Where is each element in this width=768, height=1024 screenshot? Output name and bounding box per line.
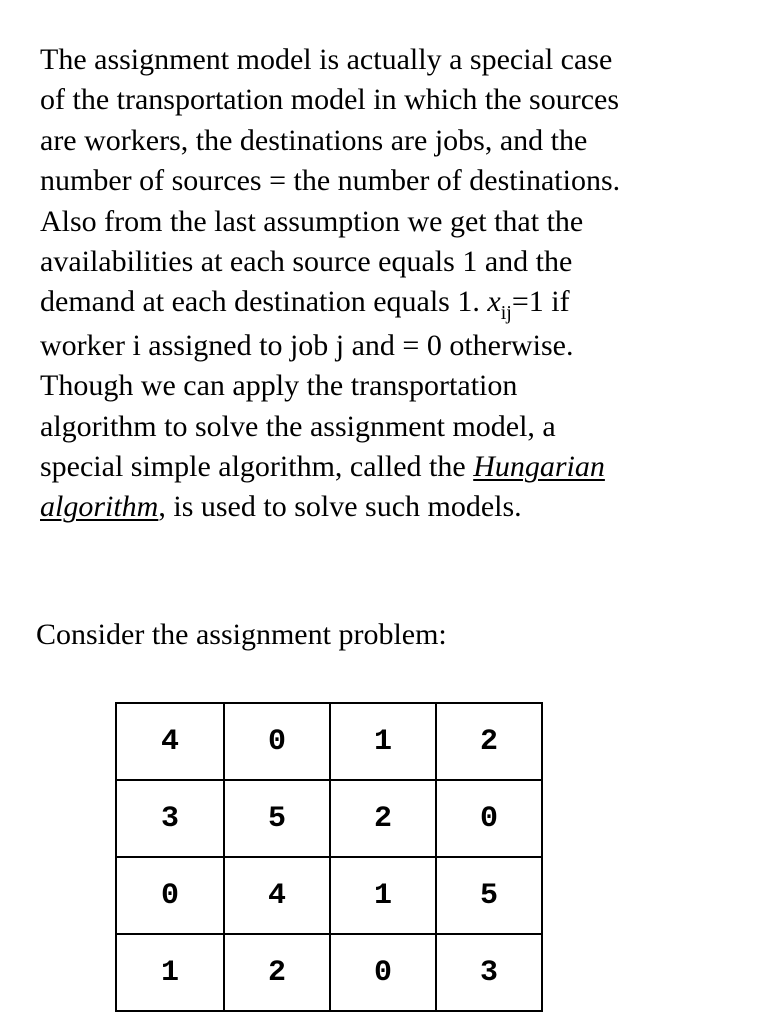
matrix-cell: 4 — [224, 857, 330, 934]
matrix-cell: 5 — [224, 780, 330, 857]
matrix-row — [116, 934, 542, 1011]
matrix-cell: 0 — [224, 703, 330, 780]
matrix-cell: 4 — [116, 703, 224, 780]
paragraph-text: special simple algorithm, called the — [40, 450, 474, 484]
paragraph-line-with-link — [40, 487, 740, 527]
matrix-cell: 1 — [116, 934, 224, 1011]
paragraph-line: The assignment model is actually a special case — [40, 43, 613, 76]
matrix-cell: 5 — [436, 857, 542, 934]
matrix-cell: 1 — [330, 857, 436, 934]
paragraph-line: number of sources = the number of destinations. — [40, 164, 621, 198]
hungarian-algorithm-link[interactable]: Hungarian — [473, 450, 605, 484]
paragraph-line: worker i assigned to job j and = 0 otherwise. — [40, 328, 574, 362]
paragraph-text: demand at each destination equals 1. — [40, 285, 488, 319]
paragraph-line: are workers, the destinations are jobs, and the — [40, 123, 588, 157]
variable-subscript: ij — [500, 302, 512, 325]
matrix-cell: 0 — [116, 857, 224, 934]
paragraph-line-with-link — [40, 447, 740, 487]
paragraph-text: , is used to solve such models. — [158, 490, 522, 524]
paragraph-line-with-variable — [40, 282, 740, 325]
matrix-cell: 2 — [224, 934, 330, 1011]
assignment-matrix — [115, 702, 543, 1012]
paragraph-text: =1 if — [511, 285, 570, 319]
consider-heading: Consider the assignment problem: — [36, 618, 447, 651]
variable-x: x — [487, 285, 501, 319]
paragraph-line: Also from the last assumption we get that the — [40, 204, 584, 238]
matrix-row — [116, 857, 542, 934]
matrix-cell: 3 — [116, 780, 224, 857]
matrix-cell: 2 — [330, 780, 436, 857]
matrix-cell: 0 — [330, 934, 436, 1011]
paragraph-line: algorithm to solve the assignment model, a — [40, 409, 556, 443]
matrix-cell: 2 — [436, 703, 542, 780]
matrix-row — [116, 780, 542, 857]
paragraph-line: of the transportation model in which the sources — [40, 83, 620, 117]
hungarian-algorithm-link-continued[interactable]: algorithm — [40, 490, 159, 524]
matrix-cell: 3 — [436, 934, 542, 1011]
matrix-cell: 0 — [436, 780, 542, 857]
matrix-cell: 1 — [330, 703, 436, 780]
intro-paragraph — [40, 40, 740, 528]
paragraph-line: Though we can apply the transportation — [40, 369, 518, 403]
matrix-row — [116, 703, 542, 780]
paragraph-line: availabilities at each source equals 1 and the — [40, 245, 573, 279]
